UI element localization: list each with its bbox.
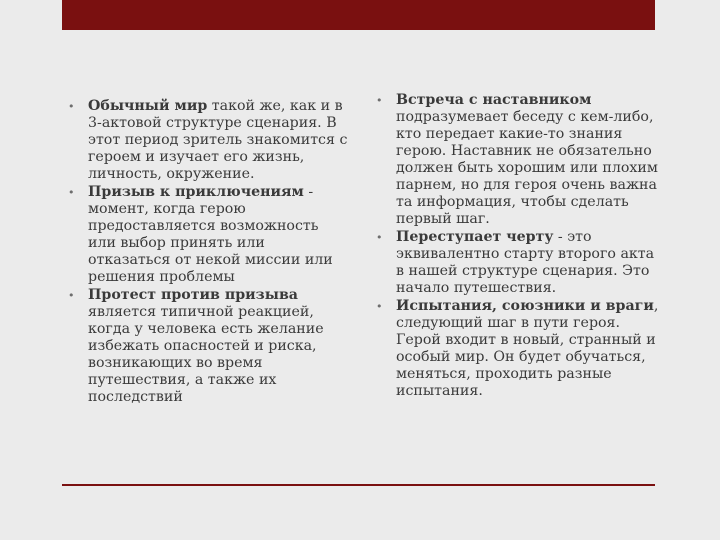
- item-text: является типичной реакцией, когда у человека есть желание избежать опасностей и риска, возникающих во время путешествия, а также их последствий: [88, 304, 324, 405]
- list-item: [68, 98, 350, 183]
- item-text: , следующий шаг в пути героя. Герой входит в новый, странный и особый мир. Он будет обучаться, меняться, проходить разные испытания.: [396, 298, 659, 399]
- bullet-icon: •: [376, 300, 383, 313]
- header-bar: [62, 0, 655, 30]
- bullet-icon: •: [68, 186, 75, 199]
- left-bullet-list: [68, 98, 350, 406]
- item-term: Переступает черту: [396, 229, 554, 245]
- list-item: [68, 287, 350, 406]
- item-term: Призыв к приключениям: [88, 184, 304, 200]
- bullet-icon: •: [376, 231, 383, 244]
- bullet-icon: •: [68, 100, 75, 113]
- bullet-icon: •: [376, 94, 383, 107]
- left-column: [68, 98, 350, 407]
- item-term: Протест против призыва: [88, 287, 298, 303]
- item-term: Испытания, союзники и враги: [396, 298, 654, 314]
- list-item: [376, 229, 662, 297]
- item-text: такой же, как и в 3-актовой структуре сценария. В этот период зритель знакомится с героем и изучает его жизнь, личность, окружение.: [88, 98, 348, 182]
- item-term: Встреча с наставником: [396, 92, 592, 108]
- item-term: Обычный мир: [88, 98, 208, 114]
- item-text: - момент, когда герою предоставляется возможность или выбор принять или отказаться от некой миссии или решения проблемы: [88, 184, 333, 285]
- right-column: [376, 92, 662, 401]
- bullet-icon: •: [68, 289, 75, 302]
- list-item: [376, 298, 662, 400]
- item-text: подразумевает беседу с кем-либо, кто передает какие-то знания герою. Наставник не обязательно должен быть хорошим или плохим парнем, но для героя очень важна та информация, чтобы сделать первый шаг.: [396, 109, 658, 227]
- list-item: [68, 184, 350, 286]
- item-text: - это эквивалентно старту второго акта в нашей структуре сценария. Это начало путешествия.: [396, 229, 655, 296]
- list-item: [376, 92, 662, 228]
- footer-divider: [62, 484, 655, 486]
- right-bullet-list: [376, 92, 662, 400]
